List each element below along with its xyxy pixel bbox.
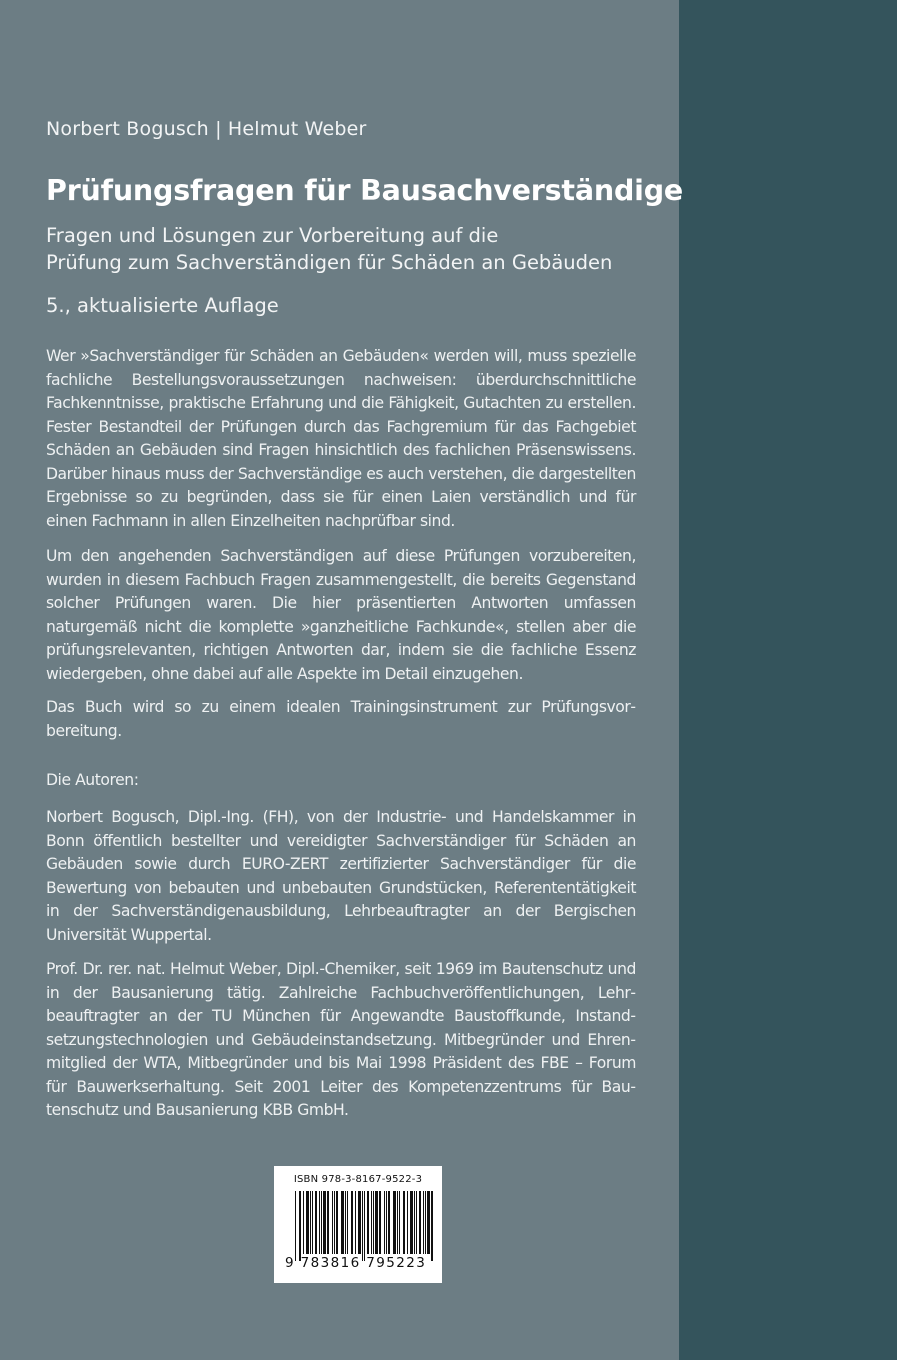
- barcode-digits: 9 783816 795223: [285, 1255, 427, 1271]
- barcode-bar: [306, 1191, 309, 1254]
- book-spine: [679, 0, 897, 1360]
- barcode-bar: [334, 1191, 335, 1254]
- barcode-bar: [397, 1191, 398, 1254]
- barcode-bar: [423, 1191, 424, 1254]
- barcode-bar: [399, 1191, 400, 1254]
- barcode-bar: [367, 1191, 369, 1254]
- isbn-barcode: [274, 1166, 442, 1283]
- subtitle-line-1: Fragen und Lösungen zur Vorbereitung auf die: [46, 224, 499, 247]
- barcode-bar: [379, 1191, 381, 1254]
- barcode-bar: [312, 1191, 313, 1254]
- barcode-bar: [373, 1191, 374, 1254]
- barcode-bar: [355, 1191, 356, 1254]
- barcode-bar: [410, 1191, 413, 1254]
- barcode-bar: [295, 1191, 296, 1261]
- barcode-bar: [416, 1191, 417, 1254]
- barcode-bar: [375, 1191, 378, 1254]
- barcode-bar: [371, 1191, 372, 1254]
- author-bio-weber: Prof. Dr. rer. nat. Helmut Weber, Dipl.-Chemiker, seit 1969 im Bautenschutz und in der Bausanierung tätig. Zahlreiche Fachbuchveröffentlichungen, Lehrbeauftragter an der TU München für Angewandte Baustoffkunde, Instandsetzungstechnologien und Gebäudeinstandsetzung. Mitbegründer und Ehrenmitglied der WTA, Mitbegründer und bis Mai 1998 Präsident des FBE – Forum für Bauwerkserhaltung. Seit 2001 Leiter des Kompetenzzentrums für Bautenschutz und Bausanierung KBB GmbH.: [46, 960, 636, 1119]
- barcode-bar: [431, 1191, 433, 1261]
- barcode-bar: [310, 1191, 311, 1254]
- book-subtitle: [46, 222, 612, 276]
- barcode-bar: [386, 1191, 387, 1254]
- barcode-bar: [364, 1191, 365, 1261]
- blurb-paragraph-1: Wer »Sachverständiger für Schäden an Gebäuden« werden will, muss spezielle fachliche Bestellungsvoraussetzungen nachweisen: überdurchschnittliche Fachkenntnisse, praktische Erfahrung und die Fähigkeit, Gutachten zu erstellen. Fester Bestandteil der Prüfungen durch das Fachgremium für das Fachgebiet Schäden an Gebäuden sind Fragen hinsichtlich des fachlichen Präsenswissens. Darüber hinaus muss der Sachverständige es auch verstehen, die dargestellten Ergebnisse so zu begründen, dass sie für einen Laien verständlich und für einen Fachmann in allen Einzelheiten nachprüfbar sind.: [46, 347, 636, 530]
- barcode-bar: [425, 1191, 426, 1254]
- barcode-bar: [414, 1191, 415, 1254]
- barcode-bar: [345, 1191, 346, 1254]
- barcode-bar: [403, 1191, 405, 1254]
- barcode-bar: [384, 1191, 385, 1254]
- barcode-bar: [419, 1191, 421, 1254]
- barcode-bar: [407, 1191, 408, 1254]
- barcode-bar: [327, 1191, 329, 1254]
- barcode-bar: [319, 1191, 320, 1254]
- barcode-bar: [336, 1191, 338, 1254]
- barcode-bar: [427, 1191, 430, 1254]
- authors-heading: Die Autoren:: [46, 771, 139, 789]
- barcode-bar: [315, 1191, 317, 1254]
- barcode-bar: [393, 1191, 396, 1254]
- edition-label: 5., aktualisierte Auflage: [46, 294, 279, 317]
- book-title: Prüfungsfragen für Bausachverständige: [46, 174, 684, 207]
- barcode-bar: [341, 1191, 344, 1254]
- blurb-paragraph-2: Um den angehenden Sachverständigen auf diese Prüfungen vorzubereiten, wurden in diesem Fachbuch Fragen zusammengestellt, die bereits Gegenstand solcher Prüfungen waren. Die hier präsentierten Antworten umfassen naturgemäß nicht die komplette »ganzheitliche Fachkunde«, stellen aber die prüfungsrelevanten, richtigen Antworten dar, indem sie die fachliche Essenz wiedergeben, ohne dabei auf alle Aspekte im Detail einzugehen.: [46, 547, 636, 683]
- barcode-bar: [351, 1191, 353, 1254]
- barcode-bar: [388, 1191, 390, 1254]
- barcode-bar: [323, 1191, 326, 1254]
- author-names: Norbert Bogusch | Helmut Weber: [46, 118, 367, 140]
- barcode-bar: [362, 1191, 363, 1261]
- author-bio-bogusch: Norbert Bogusch, Dipl.-Ing. (FH), von der Industrie- und Handelskammer in Bonn öffentlich bestellter und vereidigter Sachverständiger für Schäden an Gebäuden sowie durch EURO-ZERT zertifizierter Sachverständiger für die Bewertung von bebauten und unbebauten Grundstücken, Referententätigkeit in der Sachverständigenausbildung, Lehrbeauftragter an der Bergischen Universität Wuppertal.: [46, 808, 636, 944]
- barcode-bar: [303, 1191, 304, 1254]
- barcode-bar: [358, 1191, 361, 1254]
- subtitle-line-2: Prüfung zum Sachverständigen für Schäden an Gebäuden: [46, 251, 613, 274]
- barcode-bar: [347, 1191, 348, 1254]
- barcode-bar: [321, 1191, 322, 1254]
- barcode-bar: [332, 1191, 333, 1254]
- isbn-label: ISBN 978-3-8167-9522-3: [293, 1174, 423, 1185]
- barcode-bar: [299, 1191, 301, 1261]
- blurb-paragraph-3: Das Buch wird so zu einem idealen Trainingsinstrument zur Prüfungsvorbereitung.: [46, 698, 636, 740]
